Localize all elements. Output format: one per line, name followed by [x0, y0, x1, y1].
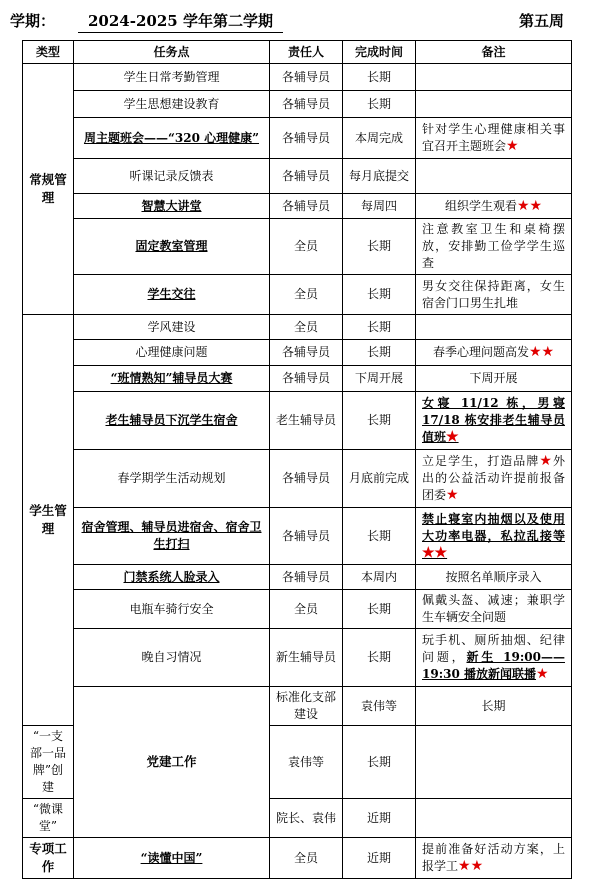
star-icon: ★★: [458, 858, 484, 874]
task-cell: 学生日常考勤管理: [74, 64, 270, 91]
task-cell: 宿舍管理、辅导员进宿舍、宿舍卫生打扫: [74, 508, 270, 565]
table-row: [23, 219, 572, 275]
col-header-type: 类型: [23, 41, 74, 64]
table-row: [23, 194, 572, 219]
task-cell: 门禁系统人脸录入: [74, 565, 270, 590]
note-cell: [416, 838, 572, 879]
note-text: 外出的公益活动许提前报备团委: [422, 454, 565, 502]
time-cell: 长期: [343, 726, 416, 799]
owner-cell: 各辅导员: [270, 64, 343, 91]
category-party: 党建工作: [74, 687, 270, 838]
time-cell: 长期: [343, 629, 416, 687]
note-cell: [416, 91, 572, 118]
owner-cell: 各辅导员: [270, 565, 343, 590]
table-row: [23, 315, 572, 340]
note-cell: 注意教室卫生和桌椅摆放，安排勤工俭学学生巡查: [416, 219, 572, 275]
time-cell: 近期: [343, 838, 416, 879]
note-text: 玩手机、厕所抽烟、纪律问题，: [422, 633, 565, 664]
task-cell: 周主题班会——“320 心理健康”: [74, 118, 270, 159]
page-header: [0, 0, 592, 40]
time-cell: 长期: [343, 64, 416, 91]
note-cell: [416, 159, 572, 194]
star-icon: ★★: [528, 344, 555, 360]
table-row: [23, 687, 572, 726]
note-text: 新生 19:00——19:30 播放新闻联播: [422, 650, 565, 681]
table-row: [23, 629, 572, 687]
owner-cell: 各辅导员: [270, 340, 343, 366]
col-header-owner: 责任人: [270, 41, 343, 64]
table-header-row: [23, 41, 572, 64]
task-cell: 固定教室管理: [74, 219, 270, 275]
owner-cell: 全员: [270, 838, 343, 879]
note-text: 针对学生心理健康相关事宜召开主题班会: [422, 122, 565, 153]
owner-cell: 袁伟等: [270, 726, 343, 799]
task-table: [22, 40, 572, 879]
task-cell: 心理健康问题: [74, 340, 270, 366]
owner-cell: 各辅导员: [270, 450, 343, 508]
star-icon: ★: [536, 666, 549, 682]
time-cell: 长期: [343, 315, 416, 340]
star-icon: ★: [446, 429, 459, 445]
task-cell: 学风建设: [74, 315, 270, 340]
task-cell: 电瓶车骑行安全: [74, 590, 270, 629]
table-row: [23, 159, 572, 194]
owner-cell: 全员: [270, 219, 343, 275]
owner-cell: 各辅导员: [270, 194, 343, 219]
table-row: [23, 450, 572, 508]
time-cell: 长期: [343, 275, 416, 315]
time-cell: 长期: [416, 687, 572, 726]
owner-cell: 全员: [270, 590, 343, 629]
time-cell: 长期: [343, 508, 416, 565]
note-cell: 按照名单顺序录入: [416, 565, 572, 590]
time-cell: 长期: [343, 392, 416, 450]
task-cell: 听课记录反馈表: [74, 159, 270, 194]
time-cell: 长期: [343, 590, 416, 629]
table-row: [23, 838, 572, 879]
table-row: [23, 118, 572, 159]
owner-cell: 各辅导员: [270, 159, 343, 194]
task-cell: “微课堂”: [23, 799, 74, 838]
note-cell: [416, 450, 572, 508]
category-special: 专项工作: [23, 838, 74, 879]
time-cell: 本周完成: [343, 118, 416, 159]
note-text: 立足学生，打造品牌: [422, 454, 540, 468]
task-cell: 学生交往: [74, 275, 270, 315]
note-cell: [416, 118, 572, 159]
table-row: [23, 366, 572, 392]
time-cell: 每月底提交: [343, 159, 416, 194]
table-row: [23, 340, 572, 366]
note-text: 组织学生观看: [444, 198, 517, 213]
owner-cell: 各辅导员: [270, 91, 343, 118]
note-text: 女寝 11/12 栋，男寝 17/18 栋安排老生辅导员值班: [422, 396, 565, 444]
star-icon: ★: [506, 138, 519, 154]
table-row: [23, 392, 572, 450]
note-cell: [416, 392, 572, 450]
time-cell: 本周内: [343, 565, 416, 590]
time-cell: 下周开展: [343, 366, 416, 392]
task-cell: 晚自习情况: [74, 629, 270, 687]
owner-cell: 老生辅导员: [270, 392, 343, 450]
note-cell: [416, 315, 572, 340]
time-cell: 长期: [343, 219, 416, 275]
time-cell: 长期: [343, 340, 416, 366]
note-text: 禁止寝室内抽烟以及使用大功率电器，私拉乱接等: [422, 511, 565, 543]
note-cell: [416, 629, 572, 687]
note-cell: [416, 194, 572, 219]
owner-cell: 各辅导员: [270, 366, 343, 392]
note-cell: [416, 799, 572, 838]
category-routine: 常规管理: [23, 64, 74, 315]
table-row: [23, 565, 572, 590]
time-cell: 每周四: [343, 194, 416, 219]
term-label: 学期：: [10, 12, 56, 30]
col-header-note: 备注: [416, 41, 572, 64]
note-cell: [416, 726, 572, 799]
note-text: 提前准备好活动方案，上报学工: [422, 842, 565, 873]
owner-cell: 院长、袁伟: [270, 799, 343, 838]
col-header-time: 完成时间: [343, 41, 416, 64]
task-cell: “读懂中国”: [74, 838, 270, 879]
owner-cell: 新生辅导员: [270, 629, 343, 687]
star-icon: ★: [446, 487, 459, 503]
task-cell: “班情熟知”辅导员大赛: [74, 366, 270, 392]
owner-cell: 全员: [270, 275, 343, 315]
owner-cell: 全员: [270, 315, 343, 340]
note-cell: 男女交往保持距离，女生宿舍门口男生扎堆: [416, 275, 572, 315]
owner-cell: 各辅导员: [270, 118, 343, 159]
star-icon: ★★: [422, 544, 448, 561]
table-row: [23, 64, 572, 91]
note-cell: 下周开展: [416, 366, 572, 392]
star-icon: ★: [539, 453, 553, 469]
star-icon: ★★: [516, 197, 543, 214]
note-cell: [416, 508, 572, 565]
table-row: [23, 91, 572, 118]
note-cell: [416, 340, 572, 366]
task-cell: 学生思想建设教育: [74, 91, 270, 118]
task-cell: 智慧大讲堂: [74, 194, 270, 219]
owner-cell: 袁伟等: [343, 687, 416, 726]
note-cell: 佩戴头盔、减速；兼职学生车辆安全问题: [416, 590, 572, 629]
table-row: [23, 275, 572, 315]
table-row: [23, 590, 572, 629]
time-cell: 月底前完成: [343, 450, 416, 508]
table-row: [23, 508, 572, 565]
owner-cell: 各辅导员: [270, 508, 343, 565]
note-text: 春季心理问题高发: [432, 345, 529, 359]
task-cell: 春学期学生活动规划: [74, 450, 270, 508]
task-cell: “一支部一品牌”创建: [23, 726, 74, 799]
task-cell: 老生辅导员下沉学生宿舍: [74, 392, 270, 450]
time-cell: 近期: [343, 799, 416, 838]
task-cell: 标准化支部建设: [270, 687, 343, 726]
time-cell: 长期: [343, 91, 416, 118]
term-value: 2024-2025 学年第二学期: [78, 10, 283, 33]
week-label: 第五周: [518, 12, 564, 30]
note-cell: [416, 64, 572, 91]
col-header-task: 任务点: [74, 41, 270, 64]
category-student: 学生管理: [23, 315, 74, 726]
